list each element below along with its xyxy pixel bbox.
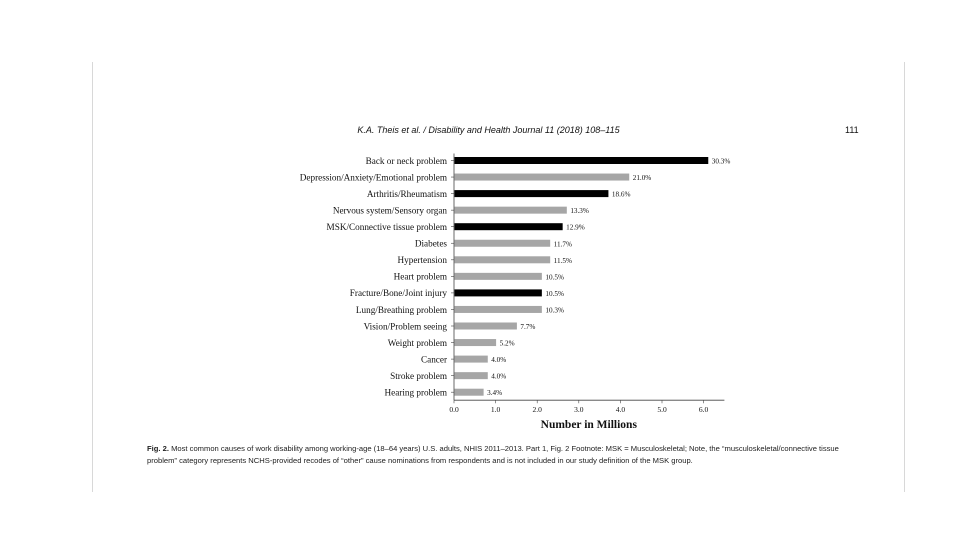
bar [455, 323, 517, 330]
bar [455, 356, 488, 363]
category-label: Back or neck problem [365, 155, 447, 166]
bar [455, 207, 567, 214]
data-label: 4.0% [491, 356, 507, 365]
x-tick-label: 5.0 [657, 405, 667, 415]
page-number: 111 [845, 125, 859, 135]
bar [455, 223, 563, 230]
category-label: Cancer [420, 354, 447, 365]
bar [455, 157, 709, 164]
data-label: 10.3% [545, 306, 564, 315]
caption-label: Fig. 2. [147, 444, 169, 453]
bar [455, 256, 551, 263]
running-head: K.A. Theis et al. / Disability and Health Journal 11 (2018) 108–115 [357, 125, 620, 135]
category-label: Diabetes [414, 238, 447, 249]
x-tick-label: 1.0 [490, 405, 501, 415]
category-label: Lung/Breathing problem [355, 304, 447, 315]
x-tick-label: 0.0 [449, 405, 459, 415]
data-label: 11.7% [553, 240, 572, 249]
caption-text: Most common causes of work disability among working-age (18–64 years) U.S. adults, NHIS 2011–2013. Part 1, Fig. 2 Footnote: MSK = Musculoskeletal; Note, the “musculoskeletal/connective tissue problem” category represents NCHS-provided recodes of “other” cause nominations from respondents and is not included in our study definition of the MSK group. [147, 444, 839, 465]
bar [455, 289, 542, 296]
category-label: Hypertension [397, 255, 447, 266]
x-tick-label: 2.0 [532, 405, 542, 415]
category-label: Weight problem [387, 337, 447, 348]
bar [455, 273, 542, 280]
data-label: 5.2% [499, 339, 515, 348]
bar [455, 190, 609, 197]
category-label: Stroke problem [390, 370, 447, 381]
category-label: Arthritis/Rheumatism [366, 188, 447, 199]
x-tick-label: 3.0 [574, 405, 584, 415]
figure-caption [147, 443, 863, 467]
category-label: MSK/Connective tissue problem [326, 222, 447, 232]
x-axis-title: Number in Millions [540, 419, 637, 432]
bar [455, 389, 484, 396]
category-label: Fracture/Bone/Joint injury [349, 288, 447, 299]
category-label: Hearing problem [384, 387, 447, 398]
data-label: 10.5% [545, 289, 564, 298]
category-label: Vision/Problem seeing [363, 321, 447, 332]
data-label: 11.5% [553, 256, 572, 265]
category-label: Heart problem [393, 271, 447, 282]
category-label: Depression/Anxiety/Emotional problem [299, 172, 447, 183]
bar [455, 306, 542, 313]
x-tick-label: 6.0 [698, 405, 709, 415]
data-label: 4.0% [491, 372, 507, 381]
data-label: 7.7% [520, 323, 536, 331]
bar [455, 240, 551, 247]
bar [455, 372, 488, 379]
bar [455, 174, 630, 181]
data-label: 21.0% [632, 174, 652, 183]
data-label: 3.4% [487, 389, 503, 398]
data-label: 30.3% [711, 157, 731, 166]
data-label: 10.5% [545, 273, 564, 282]
category-label: Nervous system/Sensory organ [332, 205, 447, 216]
x-tick-label: 4.0 [615, 405, 626, 415]
data-label: 13.3% [570, 207, 589, 216]
bar [455, 339, 497, 346]
data-label: 12.9% [566, 223, 585, 232]
data-label: 18.6% [611, 190, 631, 199]
